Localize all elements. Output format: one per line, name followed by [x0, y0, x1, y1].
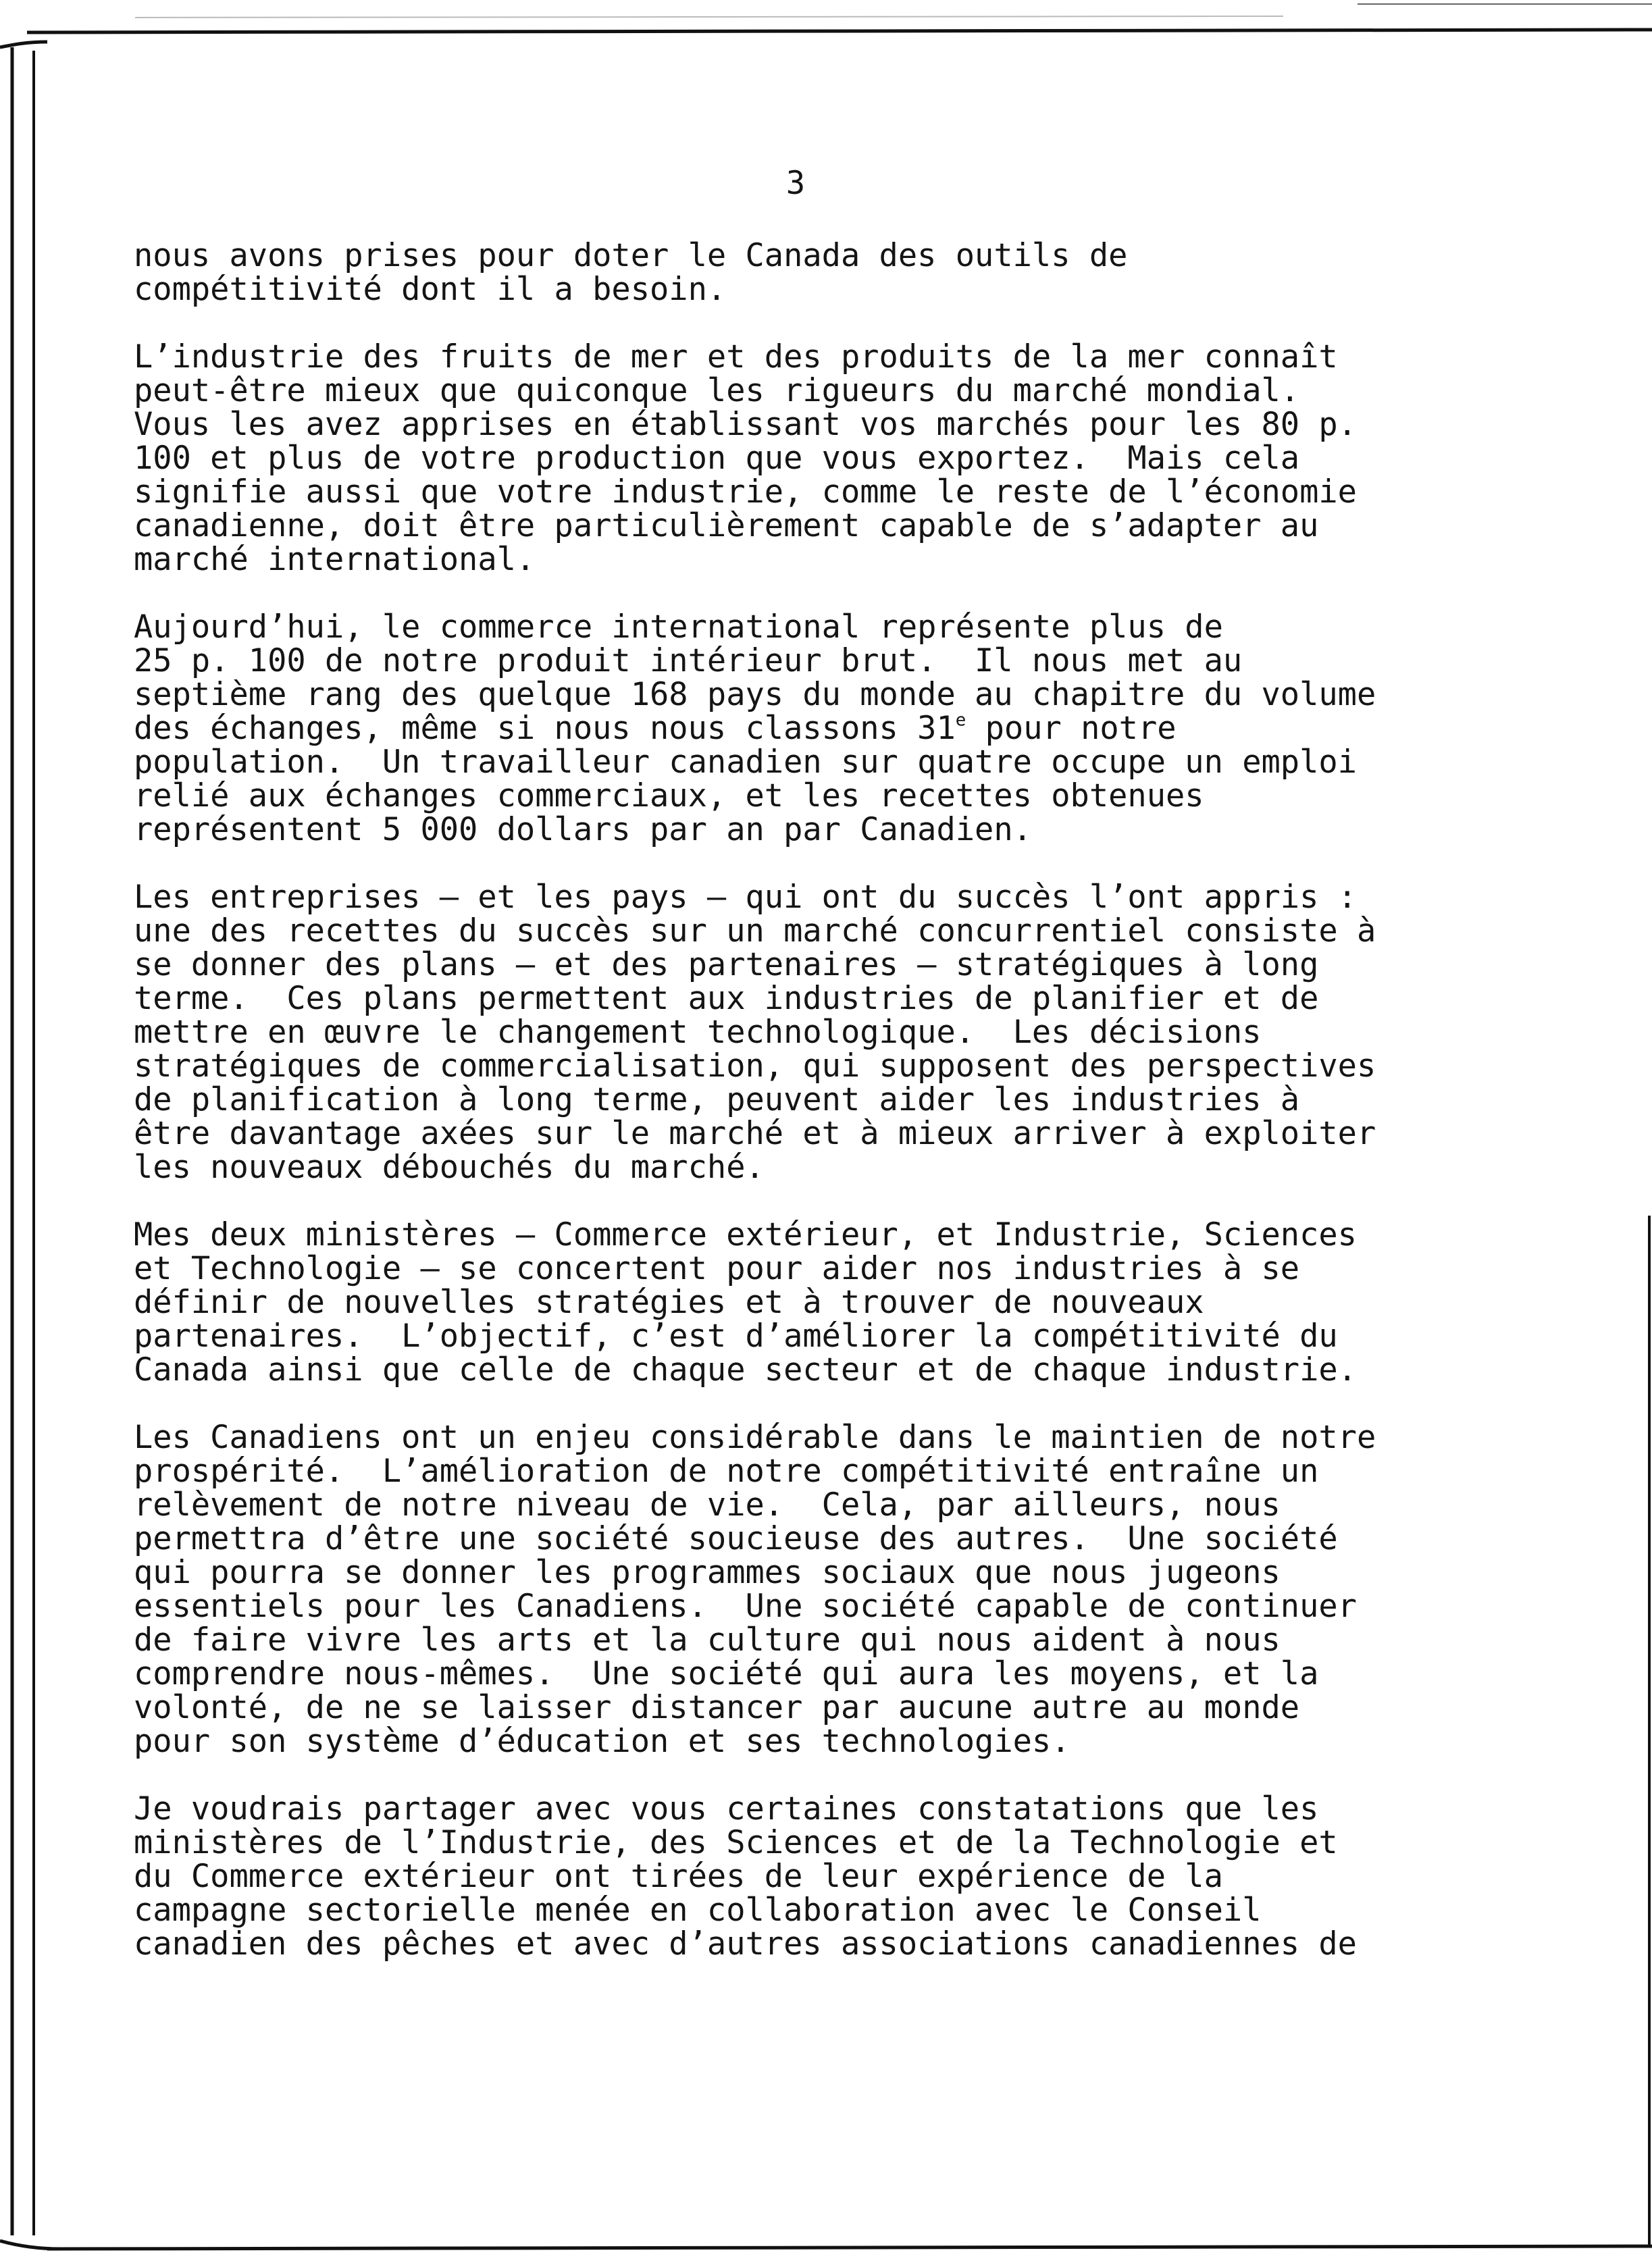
text-line	[134, 712, 1599, 746]
text-line: et Technologie — se concertent pour aider nos industries à se	[134, 1250, 1300, 1287]
text-line: peut-être mieux que quiconque les rigueurs du marché mondial.	[134, 372, 1300, 409]
text-line: de planification à long terme, peuvent aider les industries à	[134, 1081, 1300, 1118]
bottom-border-line	[47, 2246, 1652, 2249]
text-line: relié aux échanges commerciaux, et les recettes obtenues	[134, 777, 1204, 814]
top-faint-line	[135, 16, 1283, 18]
text-line: Les Canadiens ont un enjeu considérable dans le maintien de notre	[134, 1419, 1376, 1456]
bottom-border-curve	[0, 2241, 61, 2249]
text-line: représentent 5 000 dollars par an par Canadien.	[134, 811, 1032, 848]
text-line: compétitivité dont il a besoin.	[134, 271, 727, 308]
text-line: relèvement de notre niveau de vie. Cela, par ailleurs, nous	[134, 1486, 1281, 1524]
text-line: essentiels pour les Canadiens. Une société capable de continuer	[134, 1588, 1357, 1625]
text-line: du Commerce extérieur ont tirées de leur expérience de la	[134, 1858, 1223, 1895]
paragraph	[134, 608, 1599, 848]
text-line: permettra d’être une société soucieuse des autres. Une société	[134, 1520, 1338, 1557]
text-line: volonté, de ne se laisser distancer par aucune autre au monde	[134, 1689, 1300, 1726]
text-line: septième rang des quelque 168 pays du monde au chapitre du volume	[134, 676, 1376, 713]
text-line: Les entreprises — et les pays — qui ont du succès l’ont appris :	[134, 879, 1357, 916]
text-segment: des échanges, même si nous nous classons 31	[134, 710, 956, 747]
text-line: se donner des plans — et des partenaires — stratégiques à long	[134, 946, 1319, 983]
paragraph	[134, 239, 1599, 307]
text-line: marché international.	[134, 541, 536, 578]
text-line: mettre en œuvre le changement technologique. Les décisions	[134, 1014, 1262, 1051]
text-line: qui pourra se donner les programmes sociaux que nous jugeons	[134, 1554, 1281, 1591]
text-line: signifie aussi que votre industrie, comme le reste de l’économie	[134, 473, 1357, 511]
paragraph	[134, 881, 1599, 1185]
text-line: campagne sectorielle menée en collaboration avec le Conseil	[134, 1892, 1262, 1929]
paragraph	[134, 1218, 1599, 1387]
text-line: ministères de l’Industrie, des Sciences et de la Technologie et	[134, 1824, 1338, 1861]
text-line: canadien des pêches et avec d’autres associations canadiennes de	[134, 1925, 1357, 1963]
text-line: Mes deux ministères — Commerce extérieur, et Industrie, Sciences	[134, 1216, 1357, 1253]
paragraph	[134, 1792, 1599, 1961]
text-line: nous avons prises pour doter le Canada des outils de	[134, 237, 1128, 274]
text-line: 100 et plus de votre production que vous exportez. Mais cela	[134, 440, 1300, 477]
text-line: Je voudrais partager avec vous certaines constatations que les	[134, 1790, 1319, 1827]
text-line: terme. Ces plans permettent aux industries de planifier et de	[134, 980, 1319, 1017]
paragraph	[134, 340, 1599, 577]
text-line: pour son système d’éducation et ses technologies.	[134, 1723, 1070, 1760]
text-line: partenaires. L’objectif, c’est d’améliorer la compétitivité du	[134, 1318, 1338, 1355]
text-line: de faire vivre les arts et la culture qui nous aident à nous	[134, 1622, 1281, 1659]
text-line: stratégiques de commercialisation, qui supposent des perspectives	[134, 1047, 1376, 1085]
left-border-curve	[0, 42, 47, 47]
text-line: comprendre nous-mêmes. Une société qui aura les moyens, et la	[134, 1655, 1319, 1692]
text-line: définir de nouvelles stratégies et à trouver de nouveaux	[134, 1284, 1204, 1321]
text-line: prospérité. L’amélioration de notre compétitivité entraîne un	[134, 1453, 1319, 1490]
text-line: Aujourd’hui, le commerce international représente plus de	[134, 608, 1223, 646]
text-segment: pour notre	[966, 710, 1177, 747]
text-line: L’industrie des fruits de mer et des produits de la mer connaît	[134, 338, 1338, 375]
text-line: population. Un travailleur canadien sur quatre occupe un emploi	[134, 744, 1357, 781]
text-line: canadienne, doit être particulièrement capable de s’adapter au	[134, 507, 1319, 544]
text-line: Canada ainsi que celle de chaque secteur et de chaque industrie.	[134, 1351, 1357, 1389]
page-number: 3	[785, 165, 806, 202]
paragraph	[134, 1421, 1599, 1759]
text-line: 25 p. 100 de notre produit intérieur brut. Il nous met au	[134, 642, 1243, 679]
document-body	[134, 239, 1599, 1961]
text-line: une des recettes du succès sur un marché concurrentiel consiste à	[134, 912, 1376, 950]
text-line: les nouveaux débouchés du marché.	[134, 1149, 765, 1186]
top-border-line	[27, 30, 1652, 32]
text-line: être davantage axées sur le marché et à mieux arriver à exploiter	[134, 1115, 1376, 1152]
superscript: e	[955, 710, 966, 731]
text-line: Vous les avez apprises en établissant vos marchés pour les 80 p.	[134, 406, 1357, 443]
